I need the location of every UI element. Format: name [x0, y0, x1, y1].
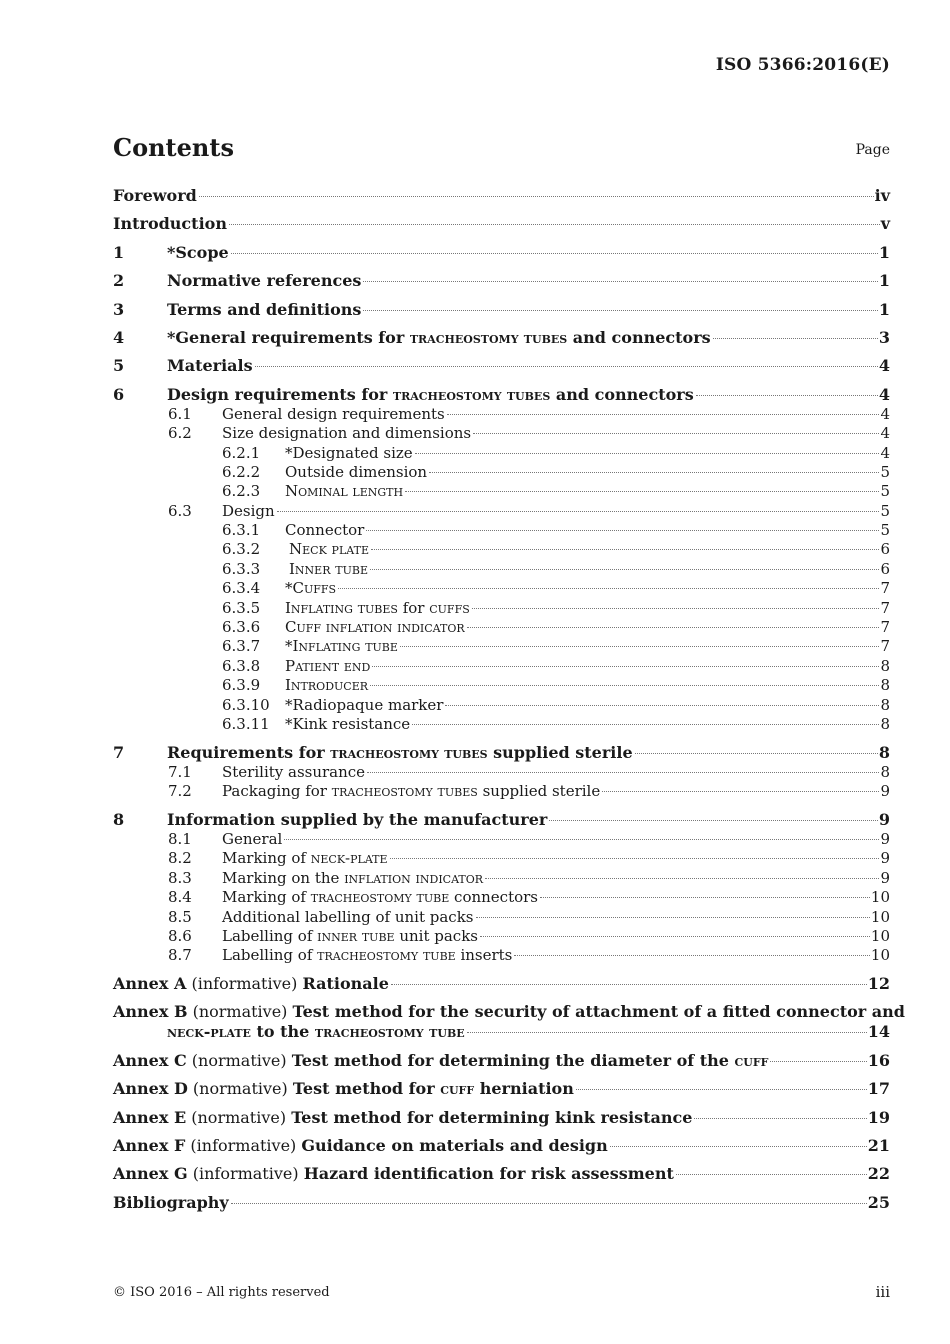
toc-number: 3	[113, 299, 125, 319]
toc-page: v	[880, 214, 890, 234]
toc-number: 6.2.2	[222, 462, 261, 481]
toc-entry-8-7[interactable]	[113, 946, 890, 965]
toc-title: Labelling of inner tube unit packs	[222, 926, 478, 945]
toc-title: Connector	[285, 521, 365, 540]
toc-page: 7	[880, 598, 890, 617]
toc-title: Packaging for tracheostomy tubes supplied sterile	[222, 782, 601, 801]
toc-number: 6.3.10	[222, 695, 270, 714]
toc-page: 6	[880, 559, 890, 578]
toc-page: 4	[880, 404, 890, 423]
toc-page: 5	[880, 482, 890, 501]
toc-entry-annex-f[interactable]	[113, 1136, 890, 1156]
toc-entry-6-3-7[interactable]	[113, 637, 890, 656]
toc-page: 1	[878, 271, 890, 291]
toc-number: 6.3.9	[222, 676, 261, 695]
toc-entry-6-3-2[interactable]	[113, 540, 890, 559]
toc-page: 10	[870, 926, 890, 945]
toc-page: 14	[867, 1022, 890, 1042]
toc-page: 1	[878, 299, 890, 319]
toc-number: 6.3.1	[222, 521, 261, 540]
toc-page: 4	[878, 384, 890, 404]
toc-number: 8.7	[168, 946, 192, 965]
toc-page: 7	[880, 637, 890, 656]
toc-entry-6-3-6[interactable]	[113, 618, 890, 637]
toc-title: Introducer	[285, 676, 369, 695]
toc-entry-6-2-1[interactable]	[113, 444, 890, 463]
toc-number: 6.3.3	[222, 559, 261, 578]
toc-entry-annex-c[interactable]	[113, 1051, 890, 1071]
toc-entry-annex-b-continued[interactable]	[113, 1022, 890, 1042]
toc-page: 21	[867, 1136, 890, 1156]
page-title: Contents	[113, 133, 234, 162]
toc-page: 25	[867, 1192, 890, 1212]
toc-number: 8.2	[168, 849, 192, 868]
toc-number: 6.3.2	[222, 540, 261, 559]
toc-entry-section-6[interactable]	[113, 385, 890, 405]
toc-page: 17	[867, 1079, 890, 1099]
toc-page: 9	[880, 849, 890, 868]
toc-page: 1	[878, 242, 890, 262]
toc-entry-annex-a[interactable]	[113, 974, 890, 994]
toc-page: 8	[880, 762, 890, 781]
toc-title: *Cuffs	[285, 579, 337, 598]
toc-entry-6-3-10[interactable]	[113, 696, 890, 715]
toc-title: *Inflating tube	[285, 637, 398, 656]
toc-page: 4	[880, 443, 890, 462]
toc-title: Sterility assurance	[222, 762, 366, 781]
toc-entry-section-1[interactable]	[113, 243, 890, 263]
toc-number: 1	[113, 242, 125, 262]
toc-title: Size designation and dimensions	[222, 424, 472, 443]
toc-title: *Kink resistance	[285, 714, 411, 733]
toc-number: 6.3.4	[222, 579, 261, 598]
toc-entry-section-2[interactable]	[113, 271, 890, 291]
toc-page: 5	[880, 521, 890, 540]
toc-entry-annex-d[interactable]	[113, 1079, 890, 1099]
toc-entry-section-4[interactable]	[113, 328, 890, 348]
toc-title: *Designated size	[285, 443, 413, 462]
toc-entry-annex-g[interactable]	[113, 1164, 890, 1184]
toc-page: 12	[867, 974, 890, 994]
toc-page: 8	[880, 695, 890, 714]
toc-title: Annex G (informative) Hazard identification for risk assessment	[113, 1164, 674, 1184]
toc-entry-6-3-9[interactable]	[113, 676, 890, 695]
toc-number: 6.1	[168, 404, 192, 423]
toc-entry-6-1[interactable]	[113, 405, 890, 424]
toc-title: *General requirements for tracheostomy tubes and connectors	[167, 327, 711, 347]
toc-title: Additional labelling of unit packs	[222, 907, 474, 926]
toc-page: 16	[867, 1050, 890, 1070]
toc-number: 8.5	[168, 907, 192, 926]
toc-title: Marking on the inflation indicator	[222, 868, 484, 887]
toc-number: 8.4	[168, 888, 192, 907]
toc-page: 9	[880, 782, 890, 801]
toc-title: Marking of tracheostomy tube connectors	[222, 888, 539, 907]
toc-title: Information supplied by the manufacturer	[167, 809, 548, 829]
toc-title: Marking of neck-plate	[222, 849, 388, 868]
toc-number: 6.3.7	[222, 637, 261, 656]
toc-number: 6.3.8	[222, 656, 261, 675]
toc-entry-section-5[interactable]	[113, 356, 890, 376]
toc-page: 10	[870, 888, 890, 907]
page-column-label: Page	[855, 142, 890, 158]
toc-entry-6-2[interactable]	[113, 424, 890, 443]
toc-page: 7	[880, 618, 890, 637]
toc-title: *Scope	[167, 242, 229, 262]
toc-entry-8-4[interactable]	[113, 888, 890, 907]
toc-title: Annex C (normative) Test method for determining the diameter of the cuff	[113, 1050, 769, 1070]
toc-title: Design	[222, 501, 275, 520]
toc-number: 2	[113, 271, 125, 291]
toc-entry-8-6[interactable]	[113, 927, 890, 946]
toc-page: 9	[878, 809, 890, 829]
toc-number: 7	[113, 742, 125, 762]
toc-page: 8	[880, 714, 890, 733]
toc-page: 10	[870, 907, 890, 926]
document-id: ISO 5366:2016(E)	[715, 55, 890, 75]
toc-page: 19	[867, 1107, 890, 1127]
toc-entry-annex-b[interactable]: Annex B (normative) Test method for the security of attachment of a fitted connector and	[113, 1002, 905, 1022]
toc-page: 10	[870, 946, 890, 965]
toc-title: Cuff inflation indicator	[285, 618, 465, 637]
toc-entry-introduction[interactable]	[113, 214, 890, 234]
toc-entry-6-2-3[interactable]	[113, 482, 890, 501]
toc-title: Materials	[167, 356, 253, 376]
toc-entry-6-3[interactable]	[113, 502, 890, 521]
toc-number: 8	[113, 809, 125, 829]
toc-page: 7	[880, 579, 890, 598]
toc-title: Design requirements for tracheostomy tubes and connectors	[167, 384, 694, 404]
toc-title: Terms and definitions	[167, 299, 362, 319]
toc-title: *Radiopaque marker	[285, 695, 444, 714]
toc-title: Introduction	[113, 214, 227, 234]
toc-entry-6-3-11[interactable]	[113, 715, 890, 734]
toc-entry-7-2[interactable]	[113, 782, 890, 801]
toc-page: 5	[880, 501, 890, 520]
toc-title: Bibliography	[113, 1192, 229, 1212]
toc-page: 8	[878, 742, 890, 762]
toc-number: 8.3	[168, 868, 192, 887]
toc-page: 8	[880, 676, 890, 695]
toc-page: 6	[880, 540, 890, 559]
table-of-contents	[113, 186, 905, 1213]
toc-page: iv	[874, 186, 890, 205]
page-number: iii	[875, 1283, 890, 1301]
toc-page: 9	[880, 868, 890, 887]
toc-number: 7.1	[168, 762, 192, 781]
toc-number: 6.3.5	[222, 598, 261, 617]
toc-page: 8	[880, 656, 890, 675]
toc-title: Annex F (informative) Guidance on materials and design	[113, 1136, 608, 1156]
toc-title: Foreword	[113, 186, 197, 205]
toc-page: 9	[880, 829, 890, 848]
toc-entry-6-3-8[interactable]	[113, 657, 890, 676]
toc-number: 6	[113, 384, 125, 404]
toc-entry-7-1[interactable]	[113, 763, 890, 782]
toc-page: 4	[880, 424, 890, 443]
toc-entry-section-3[interactable]	[113, 300, 890, 320]
toc-number: 6.2.3	[222, 482, 261, 501]
toc-entry-foreword[interactable]	[113, 186, 890, 206]
toc-page: 3	[878, 327, 890, 347]
toc-number: 8.6	[168, 926, 192, 945]
toc-entry-section-7[interactable]	[113, 743, 890, 763]
toc-entry-6-2-2[interactable]	[113, 463, 890, 482]
toc-number: 6.3.6	[222, 618, 261, 637]
toc-entry-bibliography[interactable]	[113, 1193, 890, 1213]
toc-title: Annex D (normative) Test method for cuff herniation	[113, 1079, 574, 1099]
toc-title: Patient end	[285, 656, 371, 675]
toc-number: 6.3	[168, 501, 192, 520]
toc-entry-6-3-5[interactable]	[113, 599, 890, 618]
toc-title: General design requirements	[222, 404, 445, 423]
toc-title: Nominal length	[285, 482, 404, 501]
toc-page: 22	[867, 1164, 890, 1184]
toc-entry-8-3[interactable]	[113, 869, 890, 888]
toc-title: Annex A (informative) Rationale	[113, 974, 389, 994]
toc-title: neck-plate to the tracheostomy tube	[167, 1022, 465, 1042]
toc-title: Outside dimension	[285, 462, 428, 481]
toc-title: Annex E (normative) Test method for determining kink resistance	[113, 1107, 693, 1127]
toc-number: 4	[113, 327, 125, 347]
toc-title: Requirements for tracheostomy tubes supplied sterile	[167, 742, 633, 762]
toc-title: Labelling of tracheostomy tube inserts	[222, 946, 513, 965]
toc-title: General	[222, 829, 283, 848]
toc-number: 5	[113, 356, 125, 376]
toc-entry-6-3-4[interactable]	[113, 579, 890, 598]
toc-entry-annex-e[interactable]	[113, 1108, 890, 1128]
toc-entry-section-8[interactable]	[113, 810, 890, 830]
toc-number: 6.3.11	[222, 714, 270, 733]
toc-number: 6.2	[168, 424, 192, 443]
toc-title: Normative references	[167, 271, 362, 291]
toc-page: 4	[878, 356, 890, 376]
toc-entry-6-3-1[interactable]	[113, 521, 890, 540]
toc-entry-6-3-3[interactable]	[113, 560, 890, 579]
toc-title: Inflating tubes for cuffs	[285, 598, 470, 617]
toc-entry-8-1[interactable]	[113, 830, 890, 849]
toc-entry-8-5[interactable]	[113, 908, 890, 927]
toc-title: Inner tube	[289, 559, 368, 578]
toc-page: 5	[880, 462, 890, 481]
toc-number: 6.2.1	[222, 443, 261, 462]
copyright-notice: © ISO 2016 – All rights reserved	[113, 1285, 330, 1300]
toc-title: Neck plate	[289, 540, 369, 559]
toc-entry-8-2[interactable]	[113, 849, 890, 868]
toc-number: 8.1	[168, 829, 192, 848]
toc-number: 7.2	[168, 782, 192, 801]
